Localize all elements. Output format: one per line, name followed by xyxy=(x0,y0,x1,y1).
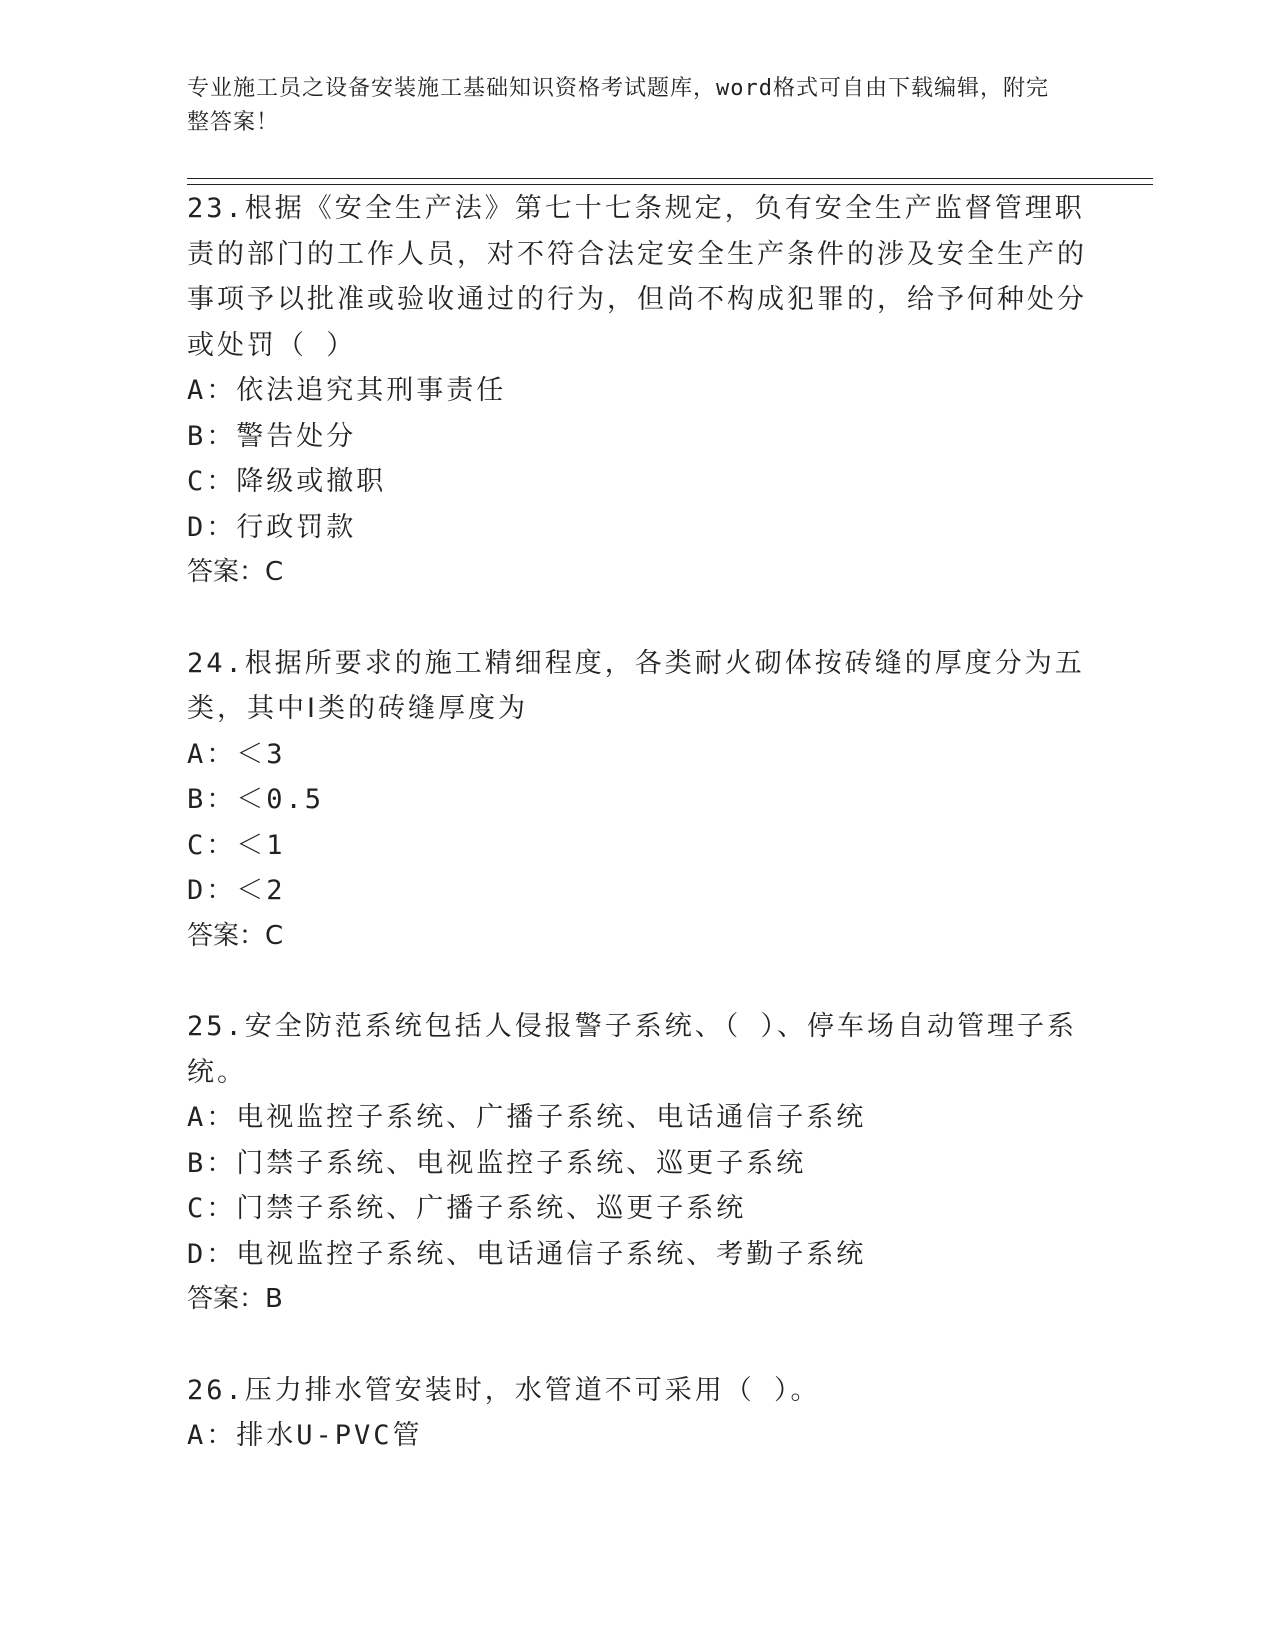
option-a: A：排水U-PVC管 xyxy=(187,1420,423,1451)
option-b: B：门禁子系统、电视监控子系统、巡更子系统 xyxy=(187,1147,807,1179)
option-c: C：门禁子系统、广播子系统、巡更子系统 xyxy=(187,1193,747,1224)
question-23 xyxy=(187,186,1087,596)
question-text: 23.根据《安全生产法》第七十七条规定，负有安全生产监督管理职责的部门的工作人员，对不符合法定安全生产条件的涉及安全生产的事项予以批准或验收通过的行为，但尚不构成犯罪的，给予何种处分或处罚（ ） xyxy=(187,193,1087,361)
option-d: D：电视监控子系统、电话通信子系统、考勤子系统 xyxy=(187,1238,867,1270)
question-list xyxy=(187,186,1087,1459)
option-a: A：依法追究其刑事责任 xyxy=(187,375,507,406)
option-a: A：电视监控子系统、广播子系统、电话通信子系统 xyxy=(187,1102,867,1133)
answer: 答案：C xyxy=(187,920,284,951)
option-c: C：降级或撤职 xyxy=(187,466,387,497)
question-text: 24.根据所要求的施工精细程度，各类耐火砌体按砖缝的厚度分为五类，其中Ⅰ类的砖缝厚度为 xyxy=(187,647,1085,724)
option-b: B：＜0.5 xyxy=(187,784,325,815)
question-text: 26.压力排水管安装时，水管道不可采用（ ）。 xyxy=(187,1374,821,1406)
question-25 xyxy=(187,1004,1087,1323)
answer: 答案：C xyxy=(187,557,284,587)
option-b: B：警告处分 xyxy=(187,420,357,452)
question-text: 25.安全防范系统包括人侵报警子系统、（ ）、停车场自动管理子系统。 xyxy=(187,1011,1078,1088)
answer: 答案：B xyxy=(187,1284,283,1314)
option-d: D：＜2 xyxy=(187,875,286,906)
option-d: D：行政罚款 xyxy=(187,511,357,543)
question-24 xyxy=(187,641,1087,960)
option-a: A：＜3 xyxy=(187,738,286,770)
document-header: 专业施工员之设备安装施工基础知识资格考试题库，word格式可自由下载编辑，附完整答案！ xyxy=(187,76,1049,135)
option-c: C：＜1 xyxy=(187,829,286,861)
header-divider xyxy=(187,178,1153,185)
question-26 xyxy=(187,1368,1087,1459)
